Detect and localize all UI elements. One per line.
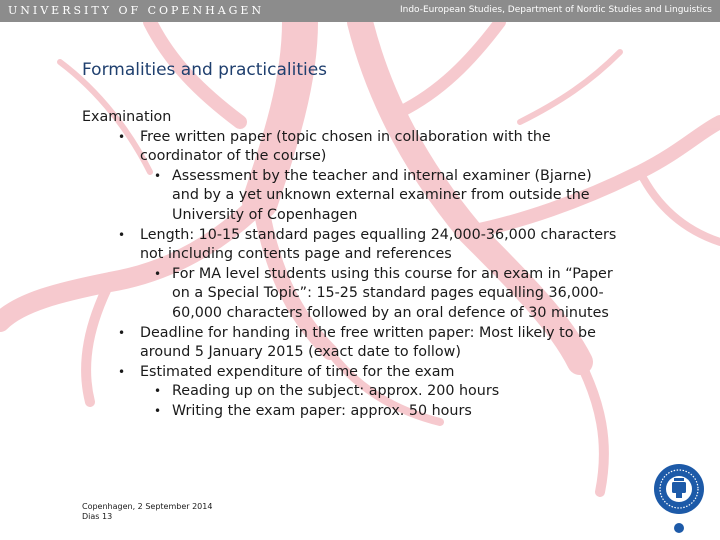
bullet-text: Free written paper (topic chosen in collaboration with the coordinator of the course)	[140, 128, 551, 165]
sub-bullet-item	[82, 167, 622, 226]
bullet-item	[82, 226, 622, 265]
bullet-text: Estimated expenditure of time for the exam	[140, 363, 455, 380]
bullet-glyph: •	[154, 168, 162, 183]
slide-body	[82, 108, 622, 422]
sub-bullet-item	[82, 402, 622, 422]
bullet-glyph: •	[154, 266, 162, 281]
bullet-glyph: •	[154, 403, 162, 418]
university-name: UNIVERSITY OF COPENHAGEN	[8, 4, 265, 17]
bullet-text: Length: 10-15 standard pages equalling 24,000-36,000 characters not including contents page and references	[140, 226, 617, 263]
university-seal-icon	[652, 462, 706, 536]
bullet-glyph: •	[118, 227, 126, 242]
bullet-item	[82, 324, 622, 363]
bullet-text: For MA level students using this course for an exam in “Paper on a Special Topic”: 15-25 standard pages equalling 36,000-60,000 characters followed by an oral defence of 30 minutes	[172, 265, 613, 321]
footer-slide-number: Dias 13	[82, 512, 113, 521]
footer-place-date: Copenhagen, 2 September 2014	[82, 502, 213, 511]
bullet-text: Deadline for handing in the free written paper: Most likely to be around 5 January 2015 (exact date to follow)	[140, 324, 596, 361]
bullet-glyph: •	[118, 364, 126, 379]
bullet-glyph: •	[118, 325, 126, 340]
bullet-item	[82, 128, 622, 167]
bullet-item	[82, 363, 622, 383]
section-heading: Examination	[82, 109, 172, 125]
sub-bullet-item	[82, 382, 622, 402]
sub-bullet-item	[82, 265, 622, 324]
header-bar	[0, 0, 720, 22]
bullet-text: Assessment by the teacher and internal examiner (Bjarne) and by a yet unknown external examiner from outside the University of Copenhagen	[172, 167, 592, 223]
bullet-text: Reading up on the subject: approx. 200 hours	[172, 383, 500, 400]
bullet-glyph: •	[118, 129, 126, 144]
bullet-glyph: •	[154, 384, 162, 399]
slide-footer	[82, 502, 212, 522]
bullet-text: Writing the exam paper: approx. 50 hours	[172, 402, 472, 419]
department-name: Indo-European Studies, Department of Nordic Studies and Linguistics	[399, 5, 712, 15]
slide-title: Formalities and practicalities	[82, 60, 328, 80]
